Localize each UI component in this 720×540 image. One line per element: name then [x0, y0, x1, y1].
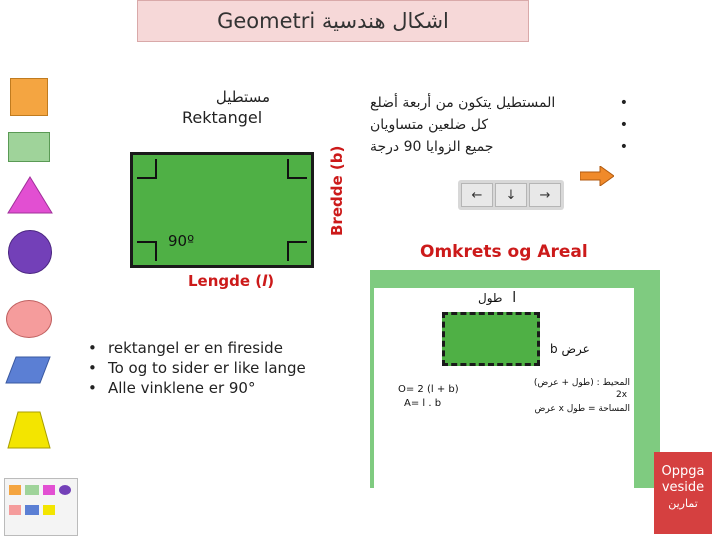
slide-title-text: Geometri اشكال هندسية [217, 9, 449, 33]
length-label [188, 272, 274, 290]
rectangle-diagram [130, 152, 314, 268]
exercise-button-line2: veside [661, 480, 705, 495]
arabic-bullet: • المستطيل يتكون من أربعة أضلع [370, 92, 630, 114]
thumbnail-image[interactable] [4, 478, 78, 536]
purple-circle-shape[interactable] [8, 230, 52, 274]
arrow-right-icon [580, 166, 614, 186]
length-arabic-label [478, 290, 516, 306]
formula-areal: A= l . b [404, 398, 442, 409]
exercise-button[interactable] [654, 452, 712, 534]
panel-rectangle [442, 312, 540, 366]
nav-forward-button[interactable]: → [529, 183, 561, 207]
norwegian-bullet: • rektangel er en fireside [82, 338, 362, 358]
width-arabic-label: b عرض [550, 342, 590, 356]
angle-label: 90º [168, 232, 195, 250]
length-symbol: l [262, 272, 268, 290]
norwegian-bullet-list [82, 338, 362, 398]
rectangle-heading-norwegian: Rektangel [182, 108, 263, 127]
length-symbol-panel: l [512, 290, 517, 306]
arabic-perimeter-multiplier: 2x [616, 390, 628, 400]
rectangle-heading-arabic: مستطيل [215, 88, 270, 106]
exercise-button-line1: Oppga [661, 464, 705, 479]
formula-panel [370, 270, 660, 488]
nav-down-button[interactable]: ↓ [495, 183, 527, 207]
norwegian-bullet: • To og to sider er like lange [82, 358, 362, 378]
slide-title [137, 0, 529, 42]
length-label-text: Lengde ( [188, 272, 263, 290]
norwegian-bullet: • Alle vinklene er 90° [82, 378, 362, 398]
length-arabic: طول [478, 291, 503, 305]
orange-square-shape[interactable] [10, 78, 48, 116]
pink-oval-shape[interactable] [6, 300, 52, 338]
trapezoid-shape[interactable] [6, 410, 52, 450]
arabic-bullet-list [370, 92, 630, 158]
arabic-bullet: • جميع الزوايا 90 درجة [370, 136, 630, 158]
nav-back-button[interactable]: ← [461, 183, 493, 207]
triangle-shape[interactable] [6, 175, 54, 215]
green-rectangle-shape[interactable] [8, 132, 50, 162]
omkrets-title: Omkrets og Areal [420, 242, 588, 262]
length-label-close: ) [267, 272, 275, 290]
width-label: Bredde (b) [328, 145, 346, 236]
arabic-bullet: • كل ضلعين متساويان [370, 114, 630, 136]
parallelogram-shape[interactable] [4, 355, 52, 385]
formula-omkrets: O= 2 (l + b) [398, 384, 459, 395]
nav-button-group [458, 180, 564, 210]
exercise-button-line3: تمارين [668, 497, 698, 510]
arabic-perimeter-formula: المحيط : (طول + عرض) [533, 378, 630, 388]
arabic-area-formula: المساحة = طول x عرض [534, 404, 630, 414]
